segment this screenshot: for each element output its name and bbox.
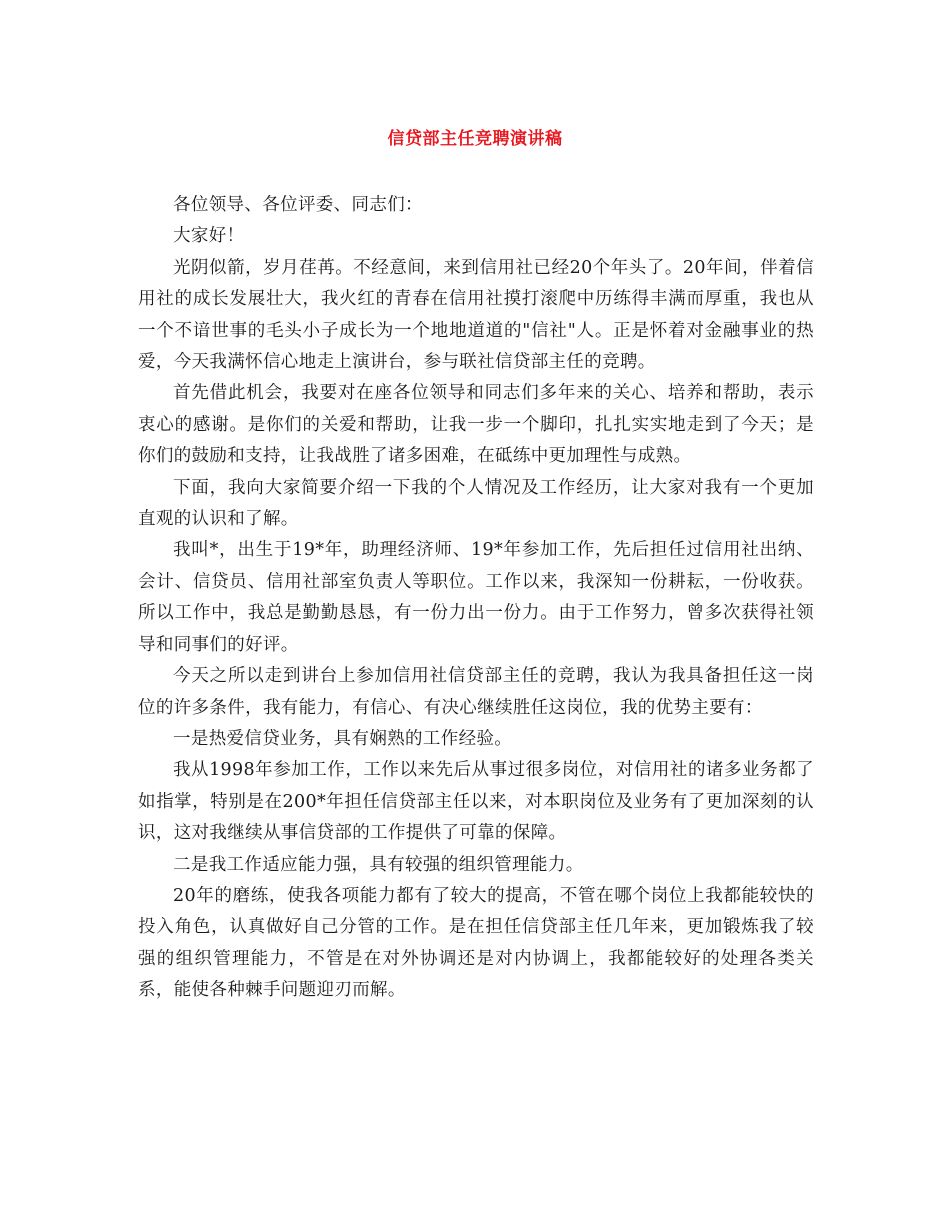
body-paragraph: 下面，我向大家简要介绍一下我的个人情况及工作经历，让大家对我有一个更加直观的认识和了解。 xyxy=(138,477,814,530)
body-paragraph: 光阴似箭，岁月荏苒。不经意间，来到信用社已经20个年头了。20年间，伴着信用社的成长发展壮大，我火红的青春在信用社摸打滚爬中历练得丰满而厚重，我也从一个不谙世事的毛头小子成长为一个地地道道的"信社"人。正是怀着对金融事业的热爱，今天我满怀信心地走上演讲台，参与联社信贷部主任的竞聘。 xyxy=(138,257,814,373)
salutation-paragraph: 大家好！ xyxy=(173,226,245,247)
point-heading: 二是我工作适应能力强，具有较强的组织管理能力。 xyxy=(173,854,584,875)
greeting-paragraph: 各位领导、各位评委、同志们： xyxy=(173,195,423,215)
body-paragraph: 我从1998年参加工作，工作以来先后从事过很多岗位，对信用社的诸多业务都了如指掌，特别是在200*年担任信贷部主任以来，对本职岗位及业务有了更加深刻的认识，这对我继续从事信贷部的工作提供了可靠的保障。 xyxy=(138,760,814,844)
body-paragraph: 我叫*，出生于19*年，助理经济师、19*年参加工作，先后担任过信用社出纳、会计、信贷员、信用社部室负责人等职位。工作以来，我深知一份耕耘，一份收获。所以工作中，我总是勤勤恳恳，有一份力出一份力。由于工作努力，曾多次获得社领导和同事们的好评。 xyxy=(138,540,814,655)
body-paragraph: 20年的磨练，使我各项能力都有了较大的提高，不管在哪个岗位上我都能较快的投入角色，认真做好自己分管的工作。是在担任信贷部主任几年来，更加锻炼我了较强的组织管理能力，不管是在对外协调还是对内协调上，我都能较好的处理各类关系，能使各种棘手问题迎刃而解。 xyxy=(138,885,814,1001)
body-paragraph: 首先借此机会，我要对在座各位领导和同志们多年来的关心、培养和帮助，表示衷心的感谢。是你们的关爱和帮助，让我一步一个脚印，扎扎实实地走到了今天；是你们的鼓励和支持，让我战胜了诸多困难，在砥练中更加理性与成熟。 xyxy=(138,383,814,467)
document-title: 信贷部主任竞聘演讲稿 xyxy=(387,129,563,149)
body-paragraph: 今天之所以走到讲台上参加信用社信贷部主任的竞聘，我认为我具备担任这一岗位的许多条件，我有能力，有信心、有决心继续胜任这岗位，我的优势主要有： xyxy=(138,666,814,718)
document-body xyxy=(138,190,814,1007)
point-heading: 一是热爱信贷业务，具有娴熟的工作经验。 xyxy=(173,728,513,749)
